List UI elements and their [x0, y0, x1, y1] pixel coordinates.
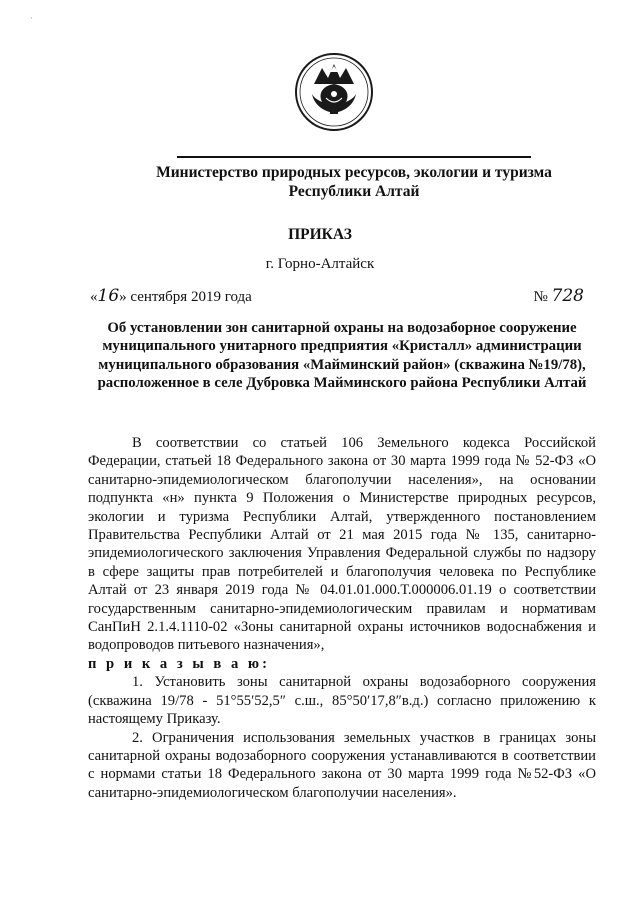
paragraph-item-1: 1. Установить зоны санитарной охраны водозаборного сооружения (скважина 19/78 - 51°55′52,5″ с.ш., 85°50′17,8″в.д.) согласно приложению к настоящему Приказу. [88, 674, 596, 728]
scan-mark: · [30, 14, 33, 23]
order-date [90, 286, 252, 306]
number-label: № [533, 289, 548, 305]
organization-name: Министерство природных ресурсов, экологии и туризма Республики Алтай [156, 164, 552, 200]
paragraph-item-2: 2. Ограничения использования земельных участков в границах зоны санитарной охраны водозаборного сооружения устанавливаются в соответствии с нормами статьи 18 Федерального закона от 30 марта 1999 года №52-ФЗ «О санитарно-эпидемиологическом благополучии населения». [88, 729, 596, 801]
header-divider [177, 156, 531, 158]
order-word: п р и к а з ы в а ю: [88, 655, 270, 672]
coat-of-arms-icon [292, 50, 376, 134]
document-type: ПРИКАЗ [288, 226, 352, 243]
order-number [533, 286, 584, 306]
date-prefix: « [90, 289, 98, 305]
order-title: Об установлении зон санитарной охраны на водозаборное сооружение муниципального унитарного предприятия «Кристалл» администрации муниципального образования «Майминский район» (скважина №19/78), расположенное в селе Дубровка Майминского района Республики Алтай [97, 320, 587, 391]
date-day: 16 [97, 286, 120, 306]
date-suffix: » сентября 2019 года [119, 289, 252, 305]
paragraph-preamble: В соответствии со статьей 106 Земельного кодекса Российской Федерации, статьей 18 Федерального закона от 30 марта 1999 года № 52-ФЗ «О санитарно-эпидемиологическом благополучии населения», на основании подпункта «н» пункта 9 Положения о Министерстве природных ресурсов, экологии и туризма Республики Алтай, утвержденного постановлением Правительства Республики Алтай от 21 мая 2015 года № 135, санитарно-эпидемиологического заключения Управления Федеральной службы по надзору в сфере защиты прав потребителей и благополучия человека по Республике Алтай от 23 января 2019 года № 04.01.01.000.Т.000006.01.19 о соответствии государственным санитарно-эпидемиологическим правилам и нормативам СанПиН 2.1.4.1110-02 «Зоны санитарной охраны источников водоснабжения и водопроводов питьевого назначения», [88, 435, 596, 654]
order-body [88, 434, 596, 802]
number-value: 728 [551, 286, 584, 306]
city: г. Горно-Алтайск [265, 256, 375, 272]
